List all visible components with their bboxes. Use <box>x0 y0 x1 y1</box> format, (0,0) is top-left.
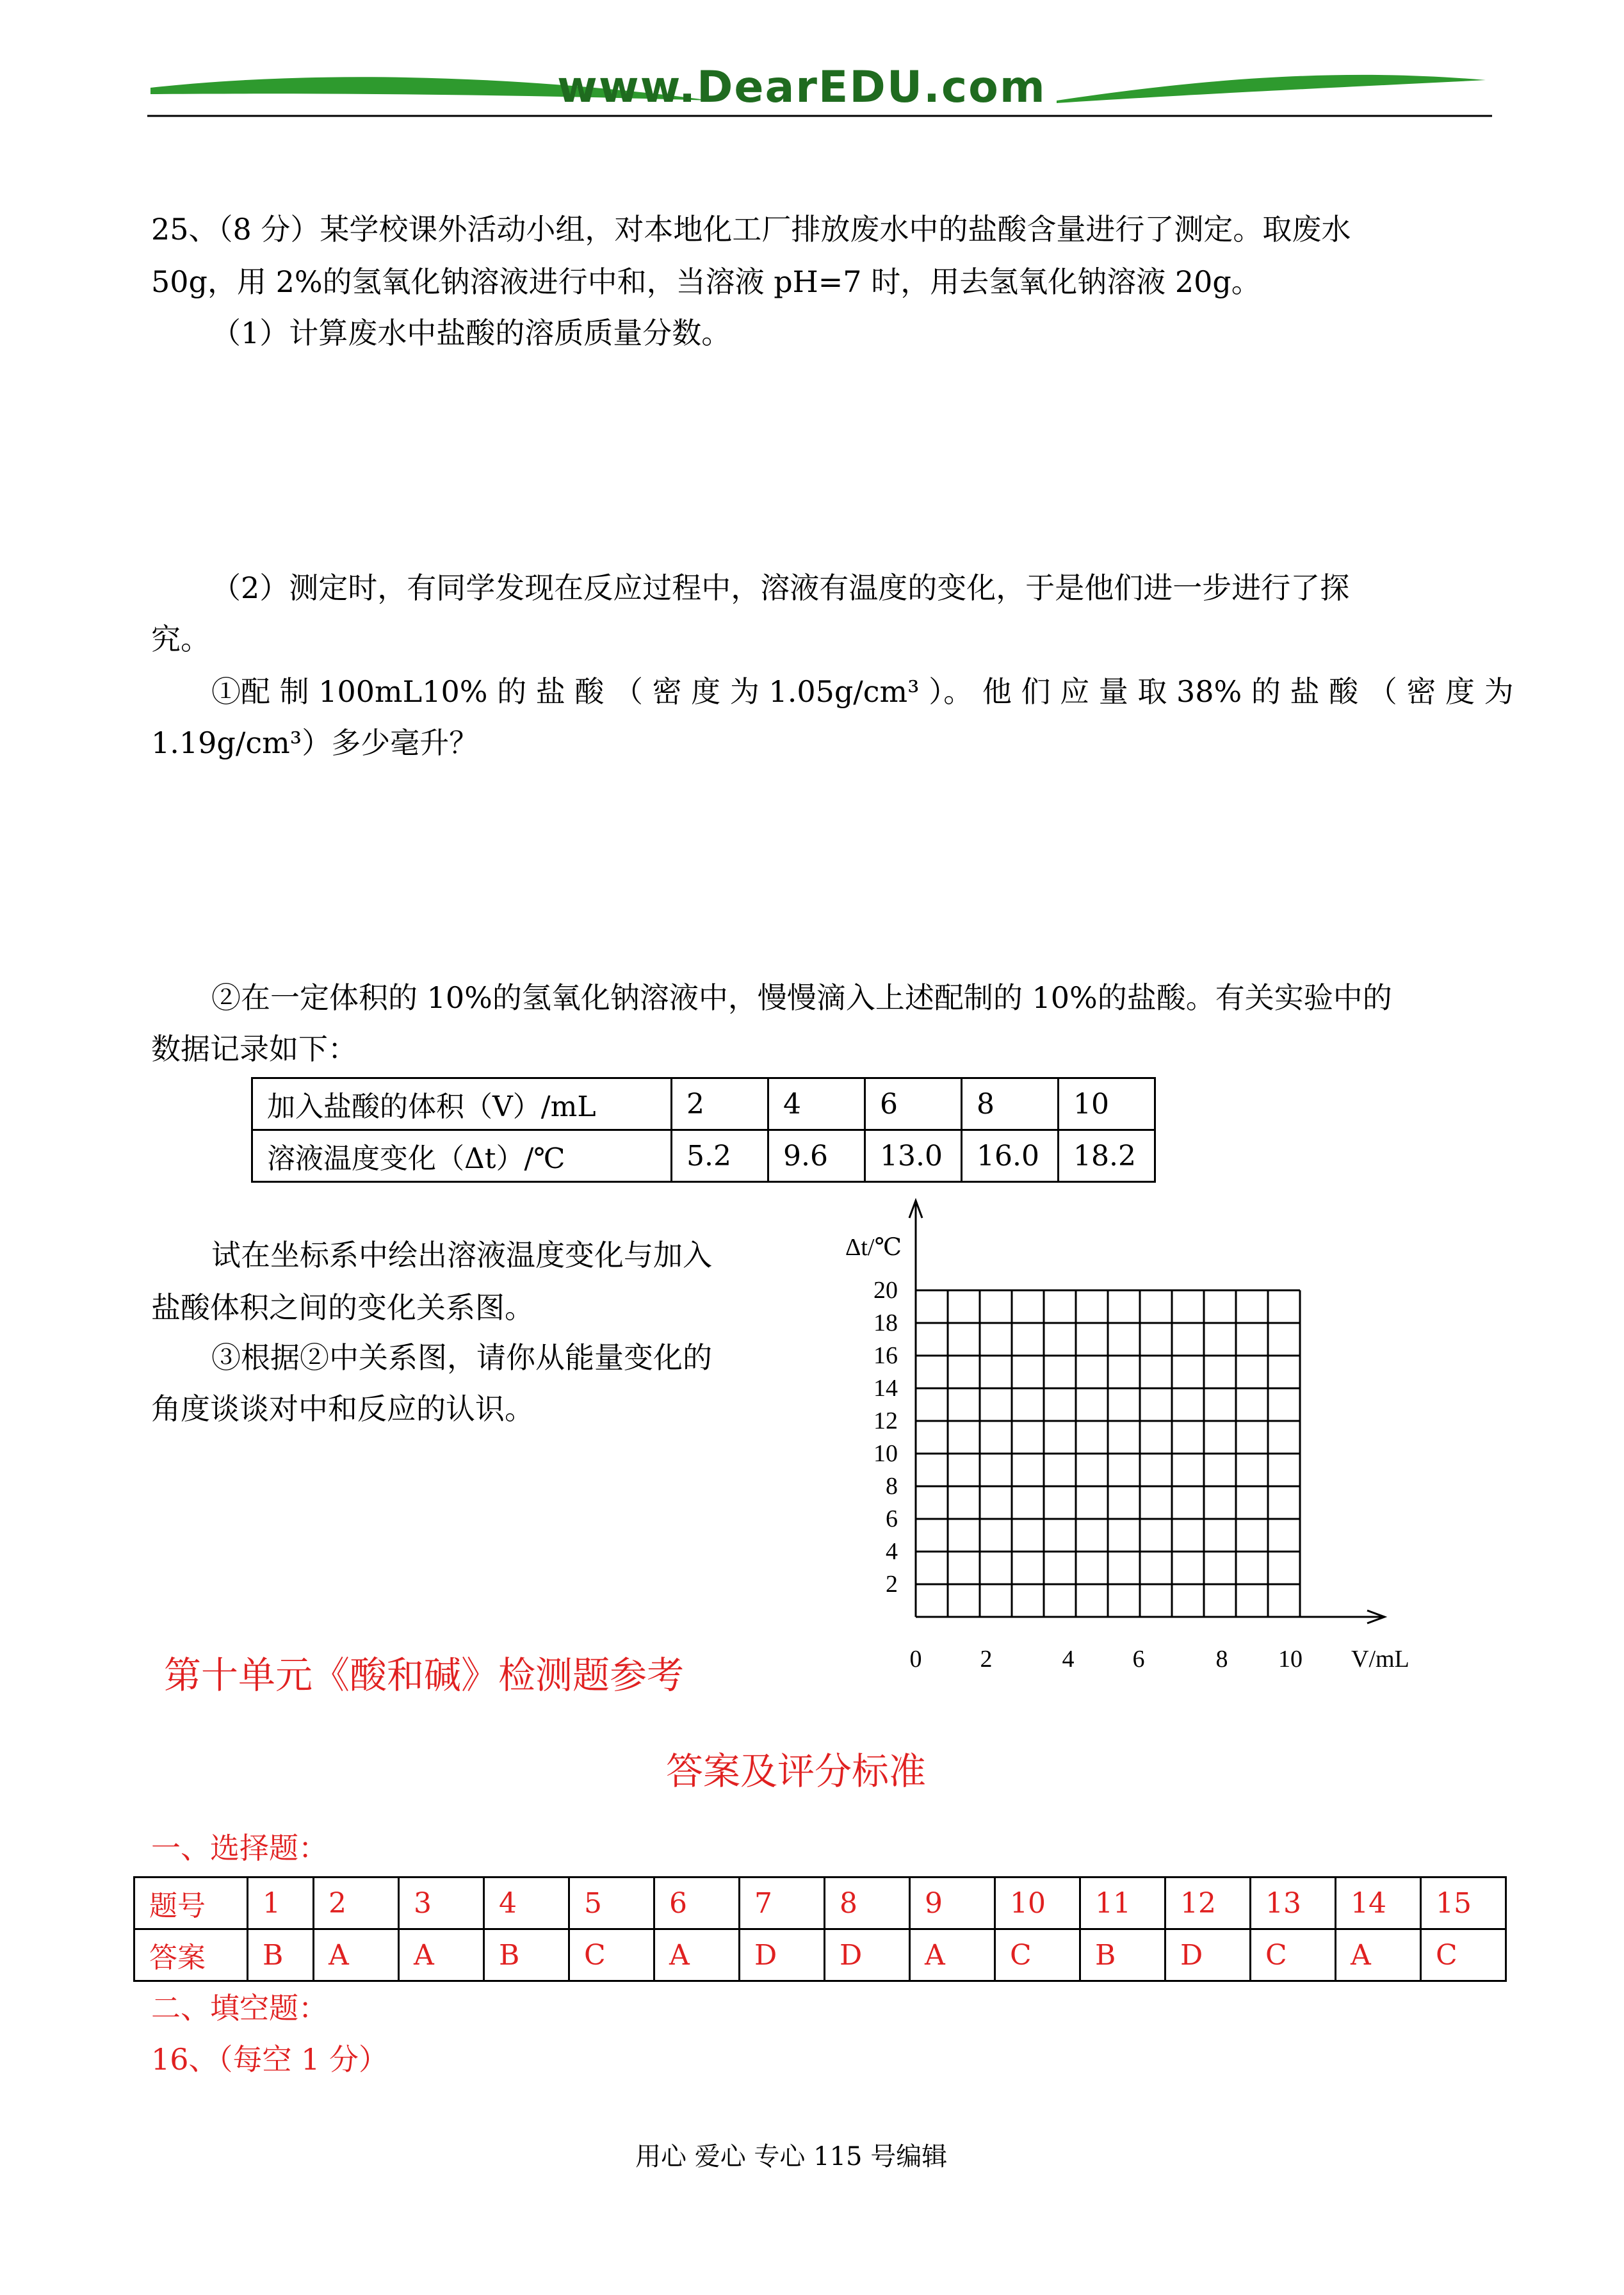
x-tick-label: 4 <box>1062 1646 1075 1671</box>
table-cell: 15 <box>1421 1877 1506 1929</box>
table-cell: 18.2 <box>1059 1130 1155 1182</box>
table-cell: A <box>654 1929 740 1981</box>
table-cell: 10 <box>1059 1078 1155 1130</box>
table-cell: 3 <box>399 1877 484 1929</box>
table-cell: D <box>825 1929 910 1981</box>
table-cell: C <box>1421 1929 1506 1981</box>
y-tick-label: 6 <box>886 1505 898 1532</box>
q25-sub2-line1: ②在一定体积的 10%的氢氧化钠溶液中，慢慢滴入上述配制的 10%的盐酸。有关实验中的 <box>211 980 1392 1015</box>
table-cell: 溶液温度变化（Δt）/℃ <box>252 1130 672 1182</box>
table-cell: 8 <box>825 1877 910 1929</box>
table-cell: 11 <box>1080 1877 1165 1929</box>
table-row <box>134 1929 1506 1981</box>
table-cell: A <box>910 1929 995 1981</box>
q25-part2-line1: （2）测定时，有同学发现在反应过程中，溶液有温度的变化，于是他们进一步进行了探 <box>211 571 1350 605</box>
x-tick-label: 8 <box>1215 1646 1228 1671</box>
table-cell: D <box>740 1929 825 1981</box>
y-tick-label: 12 <box>873 1407 898 1434</box>
q25-sub1-line2: 1.19g/cm³）多少毫升？ <box>151 726 479 760</box>
section-fill-heading: 二、填空题： <box>151 1991 328 2025</box>
answers-title-2: 答案及评分标准 <box>666 1749 927 1793</box>
data-table <box>251 1077 1156 1183</box>
q25-part2-line2: 究。 <box>151 622 210 656</box>
plot-instruction-line2: 盐酸体积之间的变化关系图。 <box>151 1290 534 1325</box>
table-cell: 7 <box>740 1877 825 1929</box>
y-tick-label: 14 <box>873 1375 898 1402</box>
y-tick-label: 18 <box>873 1310 898 1336</box>
x-tick-label: 2 <box>980 1646 993 1671</box>
table-cell: 13.0 <box>865 1130 962 1182</box>
sub3-line1: ③根据②中关系图，请你从能量变化的 <box>211 1340 712 1375</box>
table-cell: 题号 <box>134 1877 248 1929</box>
table-cell: 6 <box>865 1078 962 1130</box>
q25-line2: 50g，用 2%的氢氧化钠溶液进行中和，当溶液 pH=7 时，用去氢氧化钠溶液 20g。 <box>151 264 1261 299</box>
table-cell: 5 <box>569 1877 654 1929</box>
site-logo-text: www.DearEDU.com <box>557 62 1046 113</box>
x-axis-label: V/mL <box>1351 1646 1409 1671</box>
table-cell: 2 <box>314 1877 399 1929</box>
coordinate-grid <box>832 1197 1428 1671</box>
page-footer: 用心 爱心 专心 115 号编辑 <box>635 2142 948 2171</box>
table-row <box>252 1078 1155 1130</box>
answers-title-1: 第十单元《酸和碱》检测题参考 <box>164 1653 685 1697</box>
y-tick-label: 8 <box>886 1473 898 1500</box>
table-cell: 答案 <box>134 1929 248 1981</box>
table-cell: A <box>314 1929 399 1981</box>
x-tick-label: 10 <box>1278 1646 1303 1671</box>
table-cell: C <box>1251 1929 1336 1981</box>
table-cell: 加入盐酸的体积（V）/mL <box>252 1078 672 1130</box>
table-cell: 9 <box>910 1877 995 1929</box>
table-cell: 6 <box>654 1877 740 1929</box>
q16-line: 16、（每空 1 分） <box>151 2042 389 2077</box>
y-tick-label: 10 <box>873 1440 898 1467</box>
plot-instruction-line1: 试在坐标系中绘出溶液温度变化与加入 <box>211 1238 712 1272</box>
q25-part1: （1）计算废水中盐酸的溶质质量分数。 <box>211 316 731 350</box>
q25-sub2-line2: 数据记录如下： <box>151 1032 357 1066</box>
table-cell: 13 <box>1251 1877 1336 1929</box>
table-cell: 4 <box>768 1078 865 1130</box>
table-cell: B <box>248 1929 314 1981</box>
table-cell: A <box>1336 1929 1421 1981</box>
q25-sub1-line1: ①配 制 100mL10% 的 盐 酸 （ 密 度 为 1.05g/cm³ ）。 他 们 应 量 取 38% 的 盐 酸 （ 密 度 为 <box>211 674 1514 709</box>
table-cell: 9.6 <box>768 1130 865 1182</box>
table-cell: 16.0 <box>962 1130 1059 1182</box>
y-tick-label: 4 <box>886 1538 898 1565</box>
table-cell: 2 <box>672 1078 768 1130</box>
sub3-line2: 角度谈谈对中和反应的认识。 <box>151 1391 534 1426</box>
answer-table <box>133 1876 1507 1982</box>
table-cell: B <box>1080 1929 1165 1981</box>
page-header <box>147 61 1492 125</box>
table-cell: 8 <box>962 1078 1059 1130</box>
table-cell: A <box>399 1929 484 1981</box>
table-cell: 12 <box>1165 1877 1251 1929</box>
y-tick-label: 20 <box>873 1277 898 1304</box>
table-cell: 14 <box>1336 1877 1421 1929</box>
table-row <box>252 1130 1155 1182</box>
y-tick-label: 16 <box>873 1342 898 1369</box>
y-tick-label: 2 <box>886 1571 898 1598</box>
table-cell: B <box>484 1929 569 1981</box>
table-cell: C <box>995 1929 1080 1981</box>
table-row <box>134 1877 1506 1929</box>
table-cell: D <box>1165 1929 1251 1981</box>
table-cell: 4 <box>484 1877 569 1929</box>
table-cell: 1 <box>248 1877 314 1929</box>
x-tick-label: 6 <box>1132 1646 1145 1671</box>
x-tick-label: 0 <box>909 1646 922 1671</box>
y-axis-label: Δt/℃ <box>845 1234 902 1261</box>
table-cell: 10 <box>995 1877 1080 1929</box>
section-choice-heading: 一、选择题： <box>151 1831 328 1865</box>
table-cell: C <box>569 1929 654 1981</box>
table-cell: 5.2 <box>672 1130 768 1182</box>
q25-line1: 25、（8 分）某学校课外活动小组，对本地化工厂排放废水中的盐酸含量进行了测定。取废水 <box>151 212 1351 247</box>
